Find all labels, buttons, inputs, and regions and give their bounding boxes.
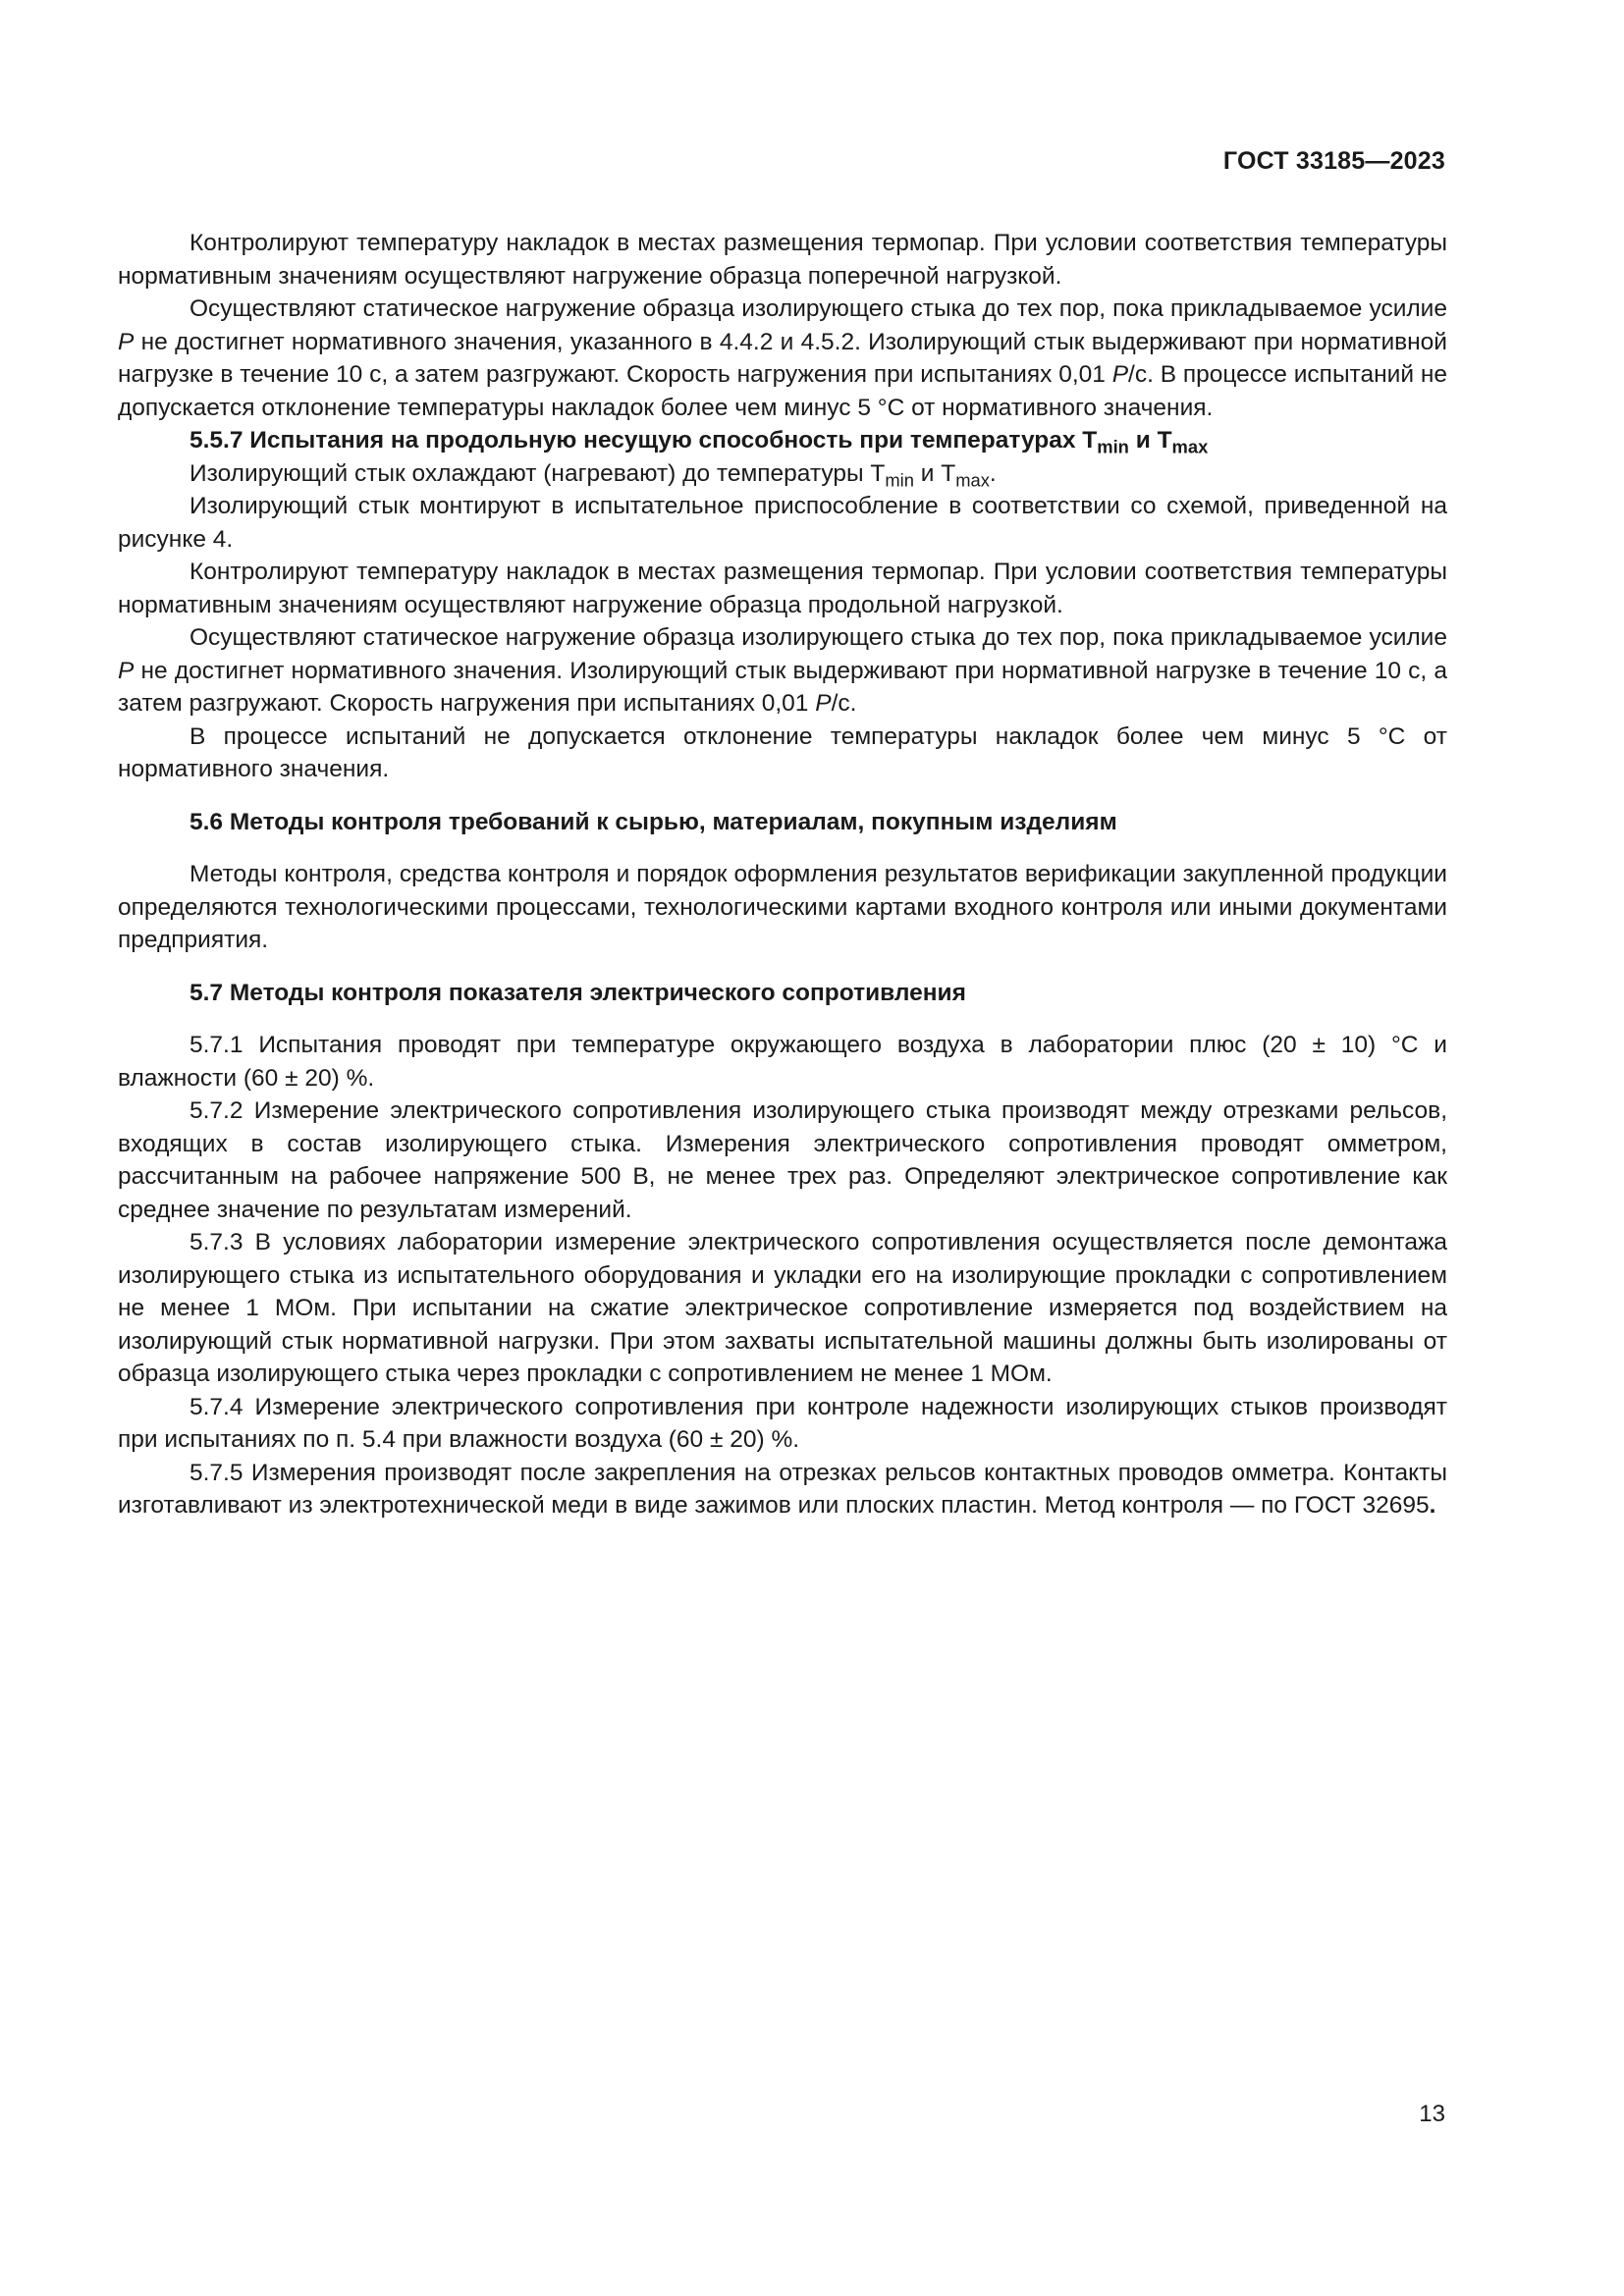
text-run: Изолирующий стык охлаждают (нагревают) до температуры T xyxy=(189,459,886,487)
subscript: max xyxy=(1171,436,1209,457)
section-heading-5-6: 5.6 Методы контроля требований к сырью, материалам, покупным изделиям xyxy=(189,808,1117,835)
text-run: 5.5.7 Испытания на продольную несущую способность при температурах T xyxy=(189,427,1098,454)
paragraph: Изолирующий стык монтируют в испытательное приспособление в соответствии со схемой, приведенной на рисунке 4. xyxy=(118,493,1447,553)
paragraph-5-7-2: 5.7.2 Измерение электрического сопротивления изолирующего стыка производят между отрезками рельсов, входящих в состав изолирующего стыка. Измерения электрического сопротивления проводят омметром, рассчитанным на рабочее напряжение 500 В, не менее трех раз. Определяют электрическое сопротивление как среднее значение по результатам измерений. xyxy=(118,1097,1447,1223)
text-run: и T xyxy=(1128,427,1172,454)
paragraph-5-7-4: 5.7.4 Измерение электрического сопротивления при контроле надежности изолирующих стыков производят при испытаниях по п. 5.4 при влажности воздуха (60 ± 20) %. xyxy=(118,1393,1447,1453)
text-run: и T xyxy=(913,459,956,487)
text-run: Осуществляют статическое нагружение образца изолирующего стыка до тех пор, пока прикладываемое усилие xyxy=(189,295,1447,322)
subscript: min xyxy=(885,469,914,490)
paragraph xyxy=(118,293,1447,424)
paragraph-5-7-3: 5.7.3 В условиях лаборатории измерение электрического сопротивления осуществляется после демонтажа изолирующего стыка из испытательного оборудования и укладки его на изолирующие прокладки с сопротивлением не менее 1 МОм. При испытании на сжатие электрическое сопротивление измеряется под воздействием на изолирующий стык нормативной нагрузки. При этом захваты испытательной машины должны быть изолированы от образца изолирующего стыка через прокладки с сопротивлением не менее 1 МОм. xyxy=(118,1229,1447,1387)
paragraph: Методы контроля, средства контроля и порядок оформления результатов верификации закупленной продукции определяются технологическими процессами, технологическими картами входного контроля или иными документами предприятия. xyxy=(118,861,1447,953)
variable: P xyxy=(118,328,135,355)
page-number: 13 xyxy=(1419,2101,1445,2127)
text-run: . xyxy=(989,459,997,487)
variable: P xyxy=(815,690,832,717)
paragraph: В процессе испытаний не допускается отклонение температуры накладок более чем минус 5 °С от нормативного значения. xyxy=(118,722,1447,782)
text-run: . xyxy=(1429,1492,1436,1519)
document-header: ГОСТ 33185—2023 xyxy=(1222,147,1445,175)
text-run: Осуществляют статическое нагружение образца изолирующего стыка до тех пор, пока прикладываемое усилие xyxy=(189,624,1447,651)
text-run: не достигнет нормативного значения. Изолирующий стык выдерживают при нормативной нагрузке в течение 10 с, а затем разгружают. Скорость нагружения при испытаниях 0,01 xyxy=(118,657,1447,717)
subscript: max xyxy=(955,469,990,490)
section-heading-5-5-7 xyxy=(118,424,1447,457)
subscript: min xyxy=(1097,436,1129,457)
variable: P xyxy=(118,657,135,684)
paragraph: Контролируют температуру накладок в местах размещения термопар. При условии соответствия температуры нормативным значениям осуществляют нагружение образца поперечной нагрузкой. xyxy=(118,230,1447,290)
text-run: не достигнет нормативного значения, указанного в 4.4.2 и 4.5.2. Изолирующий стык выдерживают при нормативной нагрузке в течение 10 с, а затем разгружают. Скорость нагружения при испытаниях 0,01 xyxy=(118,328,1447,388)
text-run: 5.7.5 Измерения производят после закрепления на отрезках рельсов контактных проводов омметра. Контакты изготавливают из электротехнической меди в виде зажимов или плоских пластин. Метод контроля — по ГОСТ 32695 xyxy=(118,1459,1447,1519)
variable: P xyxy=(1111,361,1129,388)
paragraph: Контролируют температуру накладок в местах размещения термопар. При условии соответствия температуры нормативным значениям осуществляют нагружение образца продольной нагрузкой. xyxy=(118,559,1447,618)
paragraph-5-7-5 xyxy=(118,1457,1447,1522)
document-body xyxy=(118,227,1447,1522)
paragraph xyxy=(118,457,1447,491)
paragraph xyxy=(118,621,1447,721)
paragraph-5-7-1: 5.7.1 Испытания проводят при температуре окружающего воздуха в лаборатории плюс (20 ± 10) °С и влажности (60 ± 20) %. xyxy=(118,1032,1447,1092)
section-heading-5-7: 5.7 Методы контроля показателя электрического сопротивления xyxy=(189,979,966,1006)
text-run: /с. В процессе испытаний не допускается отклонение температуры накладок более чем минус 5 °С от нормативного значения. xyxy=(118,361,1447,421)
text-run: /с. xyxy=(831,690,857,717)
